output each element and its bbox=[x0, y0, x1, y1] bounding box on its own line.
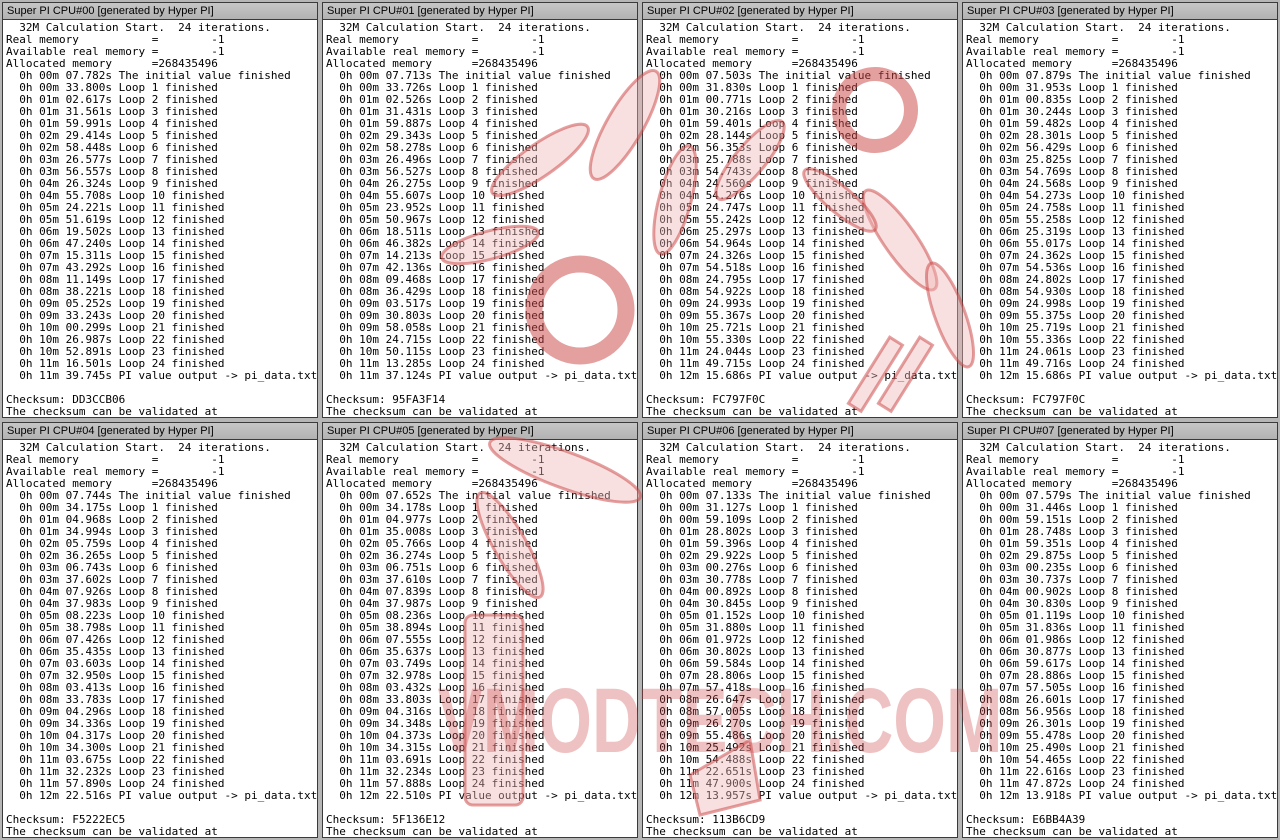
window-title-bar[interactable] bbox=[643, 3, 957, 20]
console-line: 0h 01m 31.431s Loop 3 finished bbox=[326, 105, 538, 118]
console-line: 0h 12m 15.686s PI value output -> pi_data.txt bbox=[646, 369, 957, 382]
console-line: 0h 09m 55.367s Loop 20 finished bbox=[646, 309, 865, 322]
console-line: 0h 11m 57.890s Loop 24 finished bbox=[6, 777, 225, 790]
console-line: 32M Calculation Start. 24 iterations. bbox=[646, 441, 911, 454]
console-line: 32M Calculation Start. 24 iterations. bbox=[966, 21, 1231, 34]
window-title: Super PI CPU#03 [generated by Hyper PI] bbox=[967, 5, 1174, 17]
console-line: 0h 02m 29.414s Loop 5 finished bbox=[6, 129, 218, 142]
console-line: 0h 08m 09.468s Loop 17 finished bbox=[326, 273, 545, 286]
console-line: 0h 06m 35.637s Loop 13 finished bbox=[326, 645, 545, 658]
console-line: 32M Calculation Start. 24 iterations. bbox=[966, 441, 1231, 454]
console-line: 0h 02m 28.301s Loop 5 finished bbox=[966, 129, 1178, 142]
console-line: 0h 10m 25.490s Loop 21 finished bbox=[966, 741, 1185, 754]
console-line: 0h 07m 03.603s Loop 14 finished bbox=[6, 657, 225, 670]
console-line: The checksum can be validated at bbox=[966, 825, 1178, 837]
console-line: 0h 03m 54.769s Loop 8 finished bbox=[966, 165, 1178, 178]
console-output bbox=[3, 20, 317, 417]
console-line: 0h 02m 58.278s Loop 6 finished bbox=[326, 141, 538, 154]
console-line: 0h 00m 59.151s Loop 2 finished bbox=[966, 513, 1178, 526]
console-line: 0h 09m 58.058s Loop 21 finished bbox=[326, 321, 545, 334]
console-line: 0h 01m 02.617s Loop 2 finished bbox=[6, 93, 218, 106]
console-line: 0h 06m 46.382s Loop 14 finished bbox=[326, 237, 545, 250]
console-line: Allocated memory =268435496 bbox=[326, 57, 538, 70]
console-line: 0h 01m 02.526s Loop 2 finished bbox=[326, 93, 538, 106]
console-line: 0h 09m 26.301s Loop 19 finished bbox=[966, 717, 1185, 730]
console-line: 0h 00m 31.830s Loop 1 finished bbox=[646, 81, 858, 94]
superpi-window bbox=[320, 0, 640, 420]
console-line: 0h 12m 13.918s PI value output -> pi_data.txt bbox=[966, 789, 1277, 802]
console-line: Available real memory = -1 bbox=[646, 465, 865, 478]
console-line: 0h 00m 07.503s The initial value finished bbox=[646, 69, 931, 82]
console-line: 0h 04m 26.324s Loop 9 finished bbox=[6, 177, 218, 190]
console-line: 0h 07m 54.536s Loop 16 finished bbox=[966, 261, 1185, 274]
console-line: 0h 01m 04.968s Loop 2 finished bbox=[6, 513, 218, 526]
console-line: 0h 03m 00.235s Loop 6 finished bbox=[966, 561, 1178, 574]
console-line: 0h 08m 33.803s Loop 17 finished bbox=[326, 693, 545, 706]
console-line: 0h 04m 07.839s Loop 8 finished bbox=[326, 585, 538, 598]
console-line: Allocated memory =268435496 bbox=[966, 477, 1178, 490]
console-line: 0h 02m 29.875s Loop 5 finished bbox=[966, 549, 1178, 562]
console-line: 0h 02m 36.265s Loop 5 finished bbox=[6, 549, 218, 562]
console-line: 0h 11m 49.716s Loop 24 finished bbox=[966, 357, 1185, 370]
console-line: 0h 05m 50.967s Loop 12 finished bbox=[326, 213, 545, 226]
console-line: Real memory = -1 bbox=[646, 453, 865, 466]
console-line: Checksum: DD3CCB06 bbox=[6, 393, 126, 406]
console-line: 0h 05m 23.952s Loop 11 finished bbox=[326, 201, 545, 214]
console-line: 0h 09m 05.252s Loop 19 finished bbox=[6, 297, 225, 310]
console-line: 32M Calculation Start. 24 iterations. bbox=[326, 441, 591, 454]
console-line: 0h 05m 24.758s Loop 11 finished bbox=[966, 201, 1185, 214]
console-line: Allocated memory =268435496 bbox=[6, 57, 218, 70]
console-line: 0h 09m 55.375s Loop 20 finished bbox=[966, 309, 1185, 322]
window-title-bar[interactable] bbox=[3, 3, 317, 20]
superpi-window bbox=[960, 0, 1280, 420]
console-line: 0h 02m 29.922s Loop 5 finished bbox=[646, 549, 858, 562]
console-line: 0h 01m 30.244s Loop 3 finished bbox=[966, 105, 1178, 118]
console-line: 0h 05m 51.619s Loop 12 finished bbox=[6, 213, 225, 226]
window-title: Super PI CPU#05 [generated by Hyper PI] bbox=[327, 425, 534, 437]
console-line: 0h 02m 56.429s Loop 6 finished bbox=[966, 141, 1178, 154]
window-title: Super PI CPU#01 [generated by Hyper PI] bbox=[327, 5, 534, 17]
console-line: 0h 06m 07.555s Loop 12 finished bbox=[326, 633, 545, 646]
console-line: 0h 00m 07.652s The initial value finished bbox=[326, 489, 611, 502]
console-line: 0h 00m 31.953s Loop 1 finished bbox=[966, 81, 1178, 94]
console-line: 0h 08m 54.922s Loop 18 finished bbox=[646, 285, 865, 298]
window-title: Super PI CPU#07 [generated by Hyper PI] bbox=[967, 425, 1174, 437]
console-line: 0h 01m 35.008s Loop 3 finished bbox=[326, 525, 538, 538]
console-line: 0h 02m 28.144s Loop 5 finished bbox=[646, 129, 858, 142]
console-line: 0h 04m 30.830s Loop 9 finished bbox=[966, 597, 1178, 610]
console-line: 0h 00m 07.782s The initial value finished bbox=[6, 69, 291, 82]
console-line: 0h 09m 34.336s Loop 19 finished bbox=[6, 717, 225, 730]
console-line: 0h 07m 43.292s Loop 16 finished bbox=[6, 261, 225, 274]
console-line: 0h 08m 56.956s Loop 18 finished bbox=[966, 705, 1185, 718]
console-line: 0h 06m 35.435s Loop 13 finished bbox=[6, 645, 225, 658]
console-line: 0h 09m 33.243s Loop 20 finished bbox=[6, 309, 225, 322]
console-line: 0h 09m 55.486s Loop 20 finished bbox=[646, 729, 865, 742]
window-title-bar[interactable] bbox=[323, 423, 637, 440]
console-line: The checksum can be validated at bbox=[6, 405, 218, 417]
console-line: 0h 06m 54.964s Loop 14 finished bbox=[646, 237, 865, 250]
console-line: 0h 01m 28.748s Loop 3 finished bbox=[966, 525, 1178, 538]
console-line: 0h 11m 47.872s Loop 24 finished bbox=[966, 777, 1185, 790]
console-line: Checksum: 5F136E12 bbox=[326, 813, 446, 826]
console-line: The checksum can be validated at bbox=[646, 825, 858, 837]
console-line: 0h 03m 37.610s Loop 7 finished bbox=[326, 573, 538, 586]
console-line: Allocated memory =268435496 bbox=[646, 57, 858, 70]
console-line: 0h 05m 31.836s Loop 11 finished bbox=[966, 621, 1185, 634]
console-line: 0h 06m 59.584s Loop 14 finished bbox=[646, 657, 865, 670]
superpi-window bbox=[0, 0, 320, 420]
window-title-bar[interactable] bbox=[963, 423, 1277, 440]
console-line: 0h 09m 30.803s Loop 20 finished bbox=[326, 309, 545, 322]
superpi-window bbox=[960, 420, 1280, 840]
window-title: Super PI CPU#06 [generated by Hyper PI] bbox=[647, 425, 854, 437]
console-line: 0h 05m 08.236s Loop 10 finished bbox=[326, 609, 545, 622]
console-line: 0h 10m 24.715s Loop 22 finished bbox=[326, 333, 545, 346]
console-line: 0h 01m 04.977s Loop 2 finished bbox=[326, 513, 538, 526]
console-line: 0h 04m 00.892s Loop 8 finished bbox=[646, 585, 858, 598]
console-line: 0h 10m 25.721s Loop 21 finished bbox=[646, 321, 865, 334]
console-line: 0h 08m 36.429s Loop 18 finished bbox=[326, 285, 545, 298]
console-line: 0h 03m 30.737s Loop 7 finished bbox=[966, 573, 1178, 586]
console-line: 0h 11m 49.715s Loop 24 finished bbox=[646, 357, 865, 370]
console-line: Available real memory = -1 bbox=[326, 465, 545, 478]
console-line: 0h 11m 16.501s Loop 24 finished bbox=[6, 357, 225, 370]
console-line: 0h 05m 24.221s Loop 11 finished bbox=[6, 201, 225, 214]
console-line: Real memory = -1 bbox=[6, 33, 225, 46]
console-line: Allocated memory =268435496 bbox=[6, 477, 218, 490]
console-line: 0h 07m 57.418s Loop 16 finished bbox=[646, 681, 865, 694]
window-frame bbox=[642, 2, 958, 418]
console-line: 0h 03m 00.276s Loop 6 finished bbox=[646, 561, 858, 574]
window-frame bbox=[2, 2, 318, 418]
window-frame bbox=[322, 422, 638, 838]
console-line: 0h 06m 01.972s Loop 12 finished bbox=[646, 633, 865, 646]
console-line: 0h 12m 22.510s PI value output -> pi_data.txt bbox=[326, 789, 637, 802]
console-line: Real memory = -1 bbox=[326, 33, 545, 46]
console-line: Available real memory = -1 bbox=[646, 45, 865, 58]
console-line: 0h 04m 30.845s Loop 9 finished bbox=[646, 597, 858, 610]
console-line: 0h 01m 31.561s Loop 3 finished bbox=[6, 105, 218, 118]
console-line: 0h 01m 59.991s Loop 4 finished bbox=[6, 117, 218, 130]
console-line: 32M Calculation Start. 24 iterations. bbox=[6, 21, 271, 34]
console-line: 0h 07m 24.326s Loop 15 finished bbox=[646, 249, 865, 262]
console-line: 0h 02m 58.448s Loop 6 finished bbox=[6, 141, 218, 154]
window-title: Super PI CPU#02 [generated by Hyper PI] bbox=[647, 5, 854, 17]
console-line: 0h 04m 07.926s Loop 8 finished bbox=[6, 585, 218, 598]
console-line: 0h 04m 55.708s Loop 10 finished bbox=[6, 189, 225, 202]
window-frame bbox=[2, 422, 318, 838]
console-line: 0h 09m 04.316s Loop 18 finished bbox=[326, 705, 545, 718]
console-line: 0h 02m 29.343s Loop 5 finished bbox=[326, 129, 538, 142]
console-line: Real memory = -1 bbox=[326, 453, 545, 466]
console-line: 0h 07m 57.505s Loop 16 finished bbox=[966, 681, 1185, 694]
console-line: The checksum can be validated at bbox=[326, 405, 538, 417]
window-title-bar[interactable] bbox=[3, 423, 317, 440]
console-line: 0h 09m 24.993s Loop 19 finished bbox=[646, 297, 865, 310]
console-output bbox=[963, 20, 1277, 417]
console-line: 0h 00m 31.127s Loop 1 finished bbox=[646, 501, 858, 514]
console-line: 0h 07m 14.213s Loop 15 finished bbox=[326, 249, 545, 262]
console-line: 0h 02m 05.766s Loop 4 finished bbox=[326, 537, 538, 550]
console-line: 0h 08m 38.221s Loop 18 finished bbox=[6, 285, 225, 298]
console-line: 0h 10m 00.299s Loop 21 finished bbox=[6, 321, 225, 334]
console-line: 0h 07m 32.950s Loop 15 finished bbox=[6, 669, 225, 682]
console-line: 0h 06m 07.426s Loop 12 finished bbox=[6, 633, 225, 646]
console-line: 0h 07m 24.362s Loop 15 finished bbox=[966, 249, 1185, 262]
console-line: 0h 06m 25.319s Loop 13 finished bbox=[966, 225, 1185, 238]
console-line: 0h 03m 30.778s Loop 7 finished bbox=[646, 573, 858, 586]
console-line: 0h 07m 54.518s Loop 16 finished bbox=[646, 261, 865, 274]
console-line: 0h 07m 03.749s Loop 14 finished bbox=[326, 657, 545, 670]
console-line: 0h 04m 55.607s Loop 10 finished bbox=[326, 189, 545, 202]
console-line: 0h 07m 28.806s Loop 15 finished bbox=[646, 669, 865, 682]
console-line: 0h 06m 19.502s Loop 13 finished bbox=[6, 225, 225, 238]
console-line: 0h 11m 24.061s Loop 23 finished bbox=[966, 345, 1185, 358]
console-line: 0h 09m 04.296s Loop 18 finished bbox=[6, 705, 225, 718]
console-line: Checksum: FC797F0C bbox=[646, 393, 766, 406]
console-line: 0h 08m 24.802s Loop 17 finished bbox=[966, 273, 1185, 286]
console-line: Checksum: 95FA3F14 bbox=[326, 393, 446, 406]
console-line: 0h 01m 59.887s Loop 4 finished bbox=[326, 117, 538, 130]
console-line: 0h 05m 01.119s Loop 10 finished bbox=[966, 609, 1185, 622]
console-line: 0h 10m 26.987s Loop 22 finished bbox=[6, 333, 225, 346]
console-line: 0h 01m 59.401s Loop 4 finished bbox=[646, 117, 858, 130]
console-line: 0h 03m 06.743s Loop 6 finished bbox=[6, 561, 218, 574]
console-line: Available real memory = -1 bbox=[6, 45, 225, 58]
console-line: Checksum: 113B6CD9 bbox=[646, 813, 766, 826]
console-line: 0h 08m 24.795s Loop 17 finished bbox=[646, 273, 865, 286]
console-line: 0h 00m 31.446s Loop 1 finished bbox=[966, 501, 1178, 514]
console-line: 0h 02m 56.353s Loop 6 finished bbox=[646, 141, 858, 154]
window-frame bbox=[962, 422, 1278, 838]
console-line: 32M Calculation Start. 24 iterations. bbox=[326, 21, 591, 34]
console-line: 0h 10m 04.317s Loop 20 finished bbox=[6, 729, 225, 742]
console-line: 0h 05m 24.747s Loop 11 finished bbox=[646, 201, 865, 214]
console-line: 0h 05m 01.152s Loop 10 finished bbox=[646, 609, 865, 622]
superpi-window bbox=[640, 0, 960, 420]
console-line: 0h 06m 59.617s Loop 14 finished bbox=[966, 657, 1185, 670]
console-line: 0h 12m 22.516s PI value output -> pi_data.txt bbox=[6, 789, 317, 802]
window-frame bbox=[322, 2, 638, 418]
console-line: 0h 11m 03.691s Loop 22 finished bbox=[326, 753, 545, 766]
console-line: 0h 12m 13.957s PI value output -> pi_data.txt bbox=[646, 789, 957, 802]
console-line: 0h 04m 26.275s Loop 9 finished bbox=[326, 177, 538, 190]
console-line: 0h 09m 34.348s Loop 19 finished bbox=[326, 717, 545, 730]
console-line: Checksum: E6BB4A39 bbox=[966, 813, 1086, 826]
console-line: 0h 03m 56.557s Loop 8 finished bbox=[6, 165, 218, 178]
console-line: 0h 01m 59.482s Loop 4 finished bbox=[966, 117, 1178, 130]
console-line: 0h 05m 38.894s Loop 11 finished bbox=[326, 621, 545, 634]
console-output bbox=[323, 20, 637, 417]
console-line: 0h 11m 47.900s Loop 24 finished bbox=[646, 777, 865, 790]
console-line: 0h 05m 31.880s Loop 11 finished bbox=[646, 621, 865, 634]
console-line: 0h 06m 18.511s Loop 13 finished bbox=[326, 225, 545, 238]
console-line: Allocated memory =268435496 bbox=[966, 57, 1178, 70]
console-line: 0h 03m 26.577s Loop 7 finished bbox=[6, 153, 218, 166]
console-line: 0h 03m 26.496s Loop 7 finished bbox=[326, 153, 538, 166]
console-line: 0h 08m 26.647s Loop 17 finished bbox=[646, 693, 865, 706]
window-frame bbox=[642, 422, 958, 838]
window-title-bar[interactable] bbox=[643, 423, 957, 440]
watermark-text: VMODTECH.COM bbox=[437, 670, 1003, 772]
console-line: 0h 10m 55.336s Loop 22 finished bbox=[966, 333, 1185, 346]
console-line: 0h 09m 03.517s Loop 19 finished bbox=[326, 297, 545, 310]
console-line: 0h 07m 15.311s Loop 15 finished bbox=[6, 249, 225, 262]
console-output bbox=[643, 20, 957, 417]
console-line: 0h 08m 03.413s Loop 16 finished bbox=[6, 681, 225, 694]
console-line: Checksum: FC797F0C bbox=[966, 393, 1086, 406]
console-line: Available real memory = -1 bbox=[966, 465, 1185, 478]
console-line: 0h 06m 01.986s Loop 12 finished bbox=[966, 633, 1185, 646]
console-line: 0h 01m 00.835s Loop 2 finished bbox=[966, 93, 1178, 106]
superpi-window bbox=[0, 420, 320, 840]
console-line: 0h 08m 33.783s Loop 17 finished bbox=[6, 693, 225, 706]
console-line: 0h 00m 33.726s Loop 1 finished bbox=[326, 81, 538, 94]
console-line: 0h 10m 34.300s Loop 21 finished bbox=[6, 741, 225, 754]
console-line: 0h 06m 30.877s Loop 13 finished bbox=[966, 645, 1185, 658]
console-line: 0h 11m 32.232s Loop 23 finished bbox=[6, 765, 225, 778]
console-output bbox=[963, 440, 1277, 837]
console-line: 0h 02m 36.274s Loop 5 finished bbox=[326, 549, 538, 562]
console-line: Checksum: F5222EC5 bbox=[6, 813, 126, 826]
console-line: 0h 10m 52.891s Loop 23 finished bbox=[6, 345, 225, 358]
superpi-window bbox=[320, 420, 640, 840]
console-line: 0h 03m 37.602s Loop 7 finished bbox=[6, 573, 218, 586]
console-line: 0h 12m 15.686s PI value output -> pi_data.txt bbox=[966, 369, 1277, 382]
console-output bbox=[3, 440, 317, 837]
console-line: 32M Calculation Start. 24 iterations. bbox=[646, 21, 911, 34]
console-line: The checksum can be validated at bbox=[326, 825, 538, 837]
console-line: 32M Calculation Start. 24 iterations. bbox=[6, 441, 271, 454]
console-line: 0h 03m 25.788s Loop 7 finished bbox=[646, 153, 858, 166]
console-line: Allocated memory =268435496 bbox=[646, 477, 858, 490]
console-line: Available real memory = -1 bbox=[6, 465, 225, 478]
console-line: 0h 01m 59.396s Loop 4 finished bbox=[646, 537, 858, 550]
console-line: 0h 04m 54.276s Loop 10 finished bbox=[646, 189, 865, 202]
window-title-bar[interactable] bbox=[323, 3, 637, 20]
console-line: 0h 00m 07.579s The initial value finished bbox=[966, 489, 1251, 502]
console-line: 0h 00m 07.744s The initial value finished bbox=[6, 489, 291, 502]
console-line: 0h 09m 26.270s Loop 19 finished bbox=[646, 717, 865, 730]
console-line: 0h 10m 04.373s Loop 20 finished bbox=[326, 729, 545, 742]
console-line: 0h 04m 37.983s Loop 9 finished bbox=[6, 597, 218, 610]
superpi-window bbox=[640, 420, 960, 840]
console-line: 0h 00m 34.175s Loop 1 finished bbox=[6, 501, 218, 514]
console-line: Available real memory = -1 bbox=[326, 45, 545, 58]
console-line: 0h 01m 00.771s Loop 2 finished bbox=[646, 93, 858, 106]
console-line: 0h 00m 59.109s Loop 2 finished bbox=[646, 513, 858, 526]
console-line: Allocated memory =268435496 bbox=[326, 477, 538, 490]
console-line: 0h 08m 03.432s Loop 16 finished bbox=[326, 681, 545, 694]
console-line: 0h 01m 30.216s Loop 3 finished bbox=[646, 105, 858, 118]
console-line: The checksum can be validated at bbox=[6, 825, 218, 837]
console-line: 0h 00m 34.178s Loop 1 finished bbox=[326, 501, 538, 514]
console-line: 0h 07m 28.886s Loop 15 finished bbox=[966, 669, 1185, 682]
console-line: 0h 06m 30.802s Loop 13 finished bbox=[646, 645, 865, 658]
console-line: 0h 09m 55.478s Loop 20 finished bbox=[966, 729, 1185, 742]
console-line: 0h 11m 32.234s Loop 23 finished bbox=[326, 765, 545, 778]
console-line: 0h 05m 55.258s Loop 12 finished bbox=[966, 213, 1185, 226]
console-line: 0h 05m 55.242s Loop 12 finished bbox=[646, 213, 865, 226]
console-line: 0h 07m 32.978s Loop 15 finished bbox=[326, 669, 545, 682]
console-line: 0h 11m 22.651s Loop 23 finished bbox=[646, 765, 865, 778]
console-line: 0h 03m 25.825s Loop 7 finished bbox=[966, 153, 1178, 166]
console-line: 0h 10m 55.330s Loop 22 finished bbox=[646, 333, 865, 346]
console-line: 0h 08m 57.005s Loop 18 finished bbox=[646, 705, 865, 718]
console-line: 0h 10m 50.115s Loop 23 finished bbox=[326, 345, 545, 358]
console-line: 0h 08m 11.149s Loop 17 finished bbox=[6, 273, 225, 286]
console-line: 0h 11m 22.616s Loop 23 finished bbox=[966, 765, 1185, 778]
console-line: 0h 04m 00.902s Loop 8 finished bbox=[966, 585, 1178, 598]
console-line: 0h 10m 25.492s Loop 21 finished bbox=[646, 741, 865, 754]
window-title: Super PI CPU#00 [generated by Hyper PI] bbox=[7, 5, 214, 17]
console-line: 0h 01m 28.802s Loop 3 finished bbox=[646, 525, 858, 538]
console-line: 0h 03m 54.743s Loop 8 finished bbox=[646, 165, 858, 178]
console-line: 0h 10m 25.719s Loop 21 finished bbox=[966, 321, 1185, 334]
console-line: Real memory = -1 bbox=[6, 453, 225, 466]
window-frame bbox=[962, 2, 1278, 418]
console-line: 0h 02m 05.759s Loop 4 finished bbox=[6, 537, 218, 550]
console-line: 0h 11m 57.888s Loop 24 finished bbox=[326, 777, 545, 790]
console-line: 0h 06m 47.240s Loop 14 finished bbox=[6, 237, 225, 250]
console-line: 0h 09m 24.998s Loop 19 finished bbox=[966, 297, 1185, 310]
console-line: 0h 01m 59.351s Loop 4 finished bbox=[966, 537, 1178, 550]
console-line: 0h 04m 37.987s Loop 9 finished bbox=[326, 597, 538, 610]
console-line: 0h 08m 26.601s Loop 17 finished bbox=[966, 693, 1185, 706]
window-title-bar[interactable] bbox=[963, 3, 1277, 20]
console-line: The checksum can be validated at bbox=[646, 405, 858, 417]
console-line: 0h 00m 07.713s The initial value finished bbox=[326, 69, 611, 82]
console-line: Real memory = -1 bbox=[646, 33, 865, 46]
console-line: 0h 01m 34.994s Loop 3 finished bbox=[6, 525, 218, 538]
console-line: 0h 10m 34.315s Loop 21 finished bbox=[326, 741, 545, 754]
console-line: Available real memory = -1 bbox=[966, 45, 1185, 58]
console-output bbox=[643, 440, 957, 837]
window-title: Super PI CPU#04 [generated by Hyper PI] bbox=[7, 425, 214, 437]
console-line: 0h 06m 55.017s Loop 14 finished bbox=[966, 237, 1185, 250]
console-line: 0h 11m 39.745s PI value output -> pi_data.txt bbox=[6, 369, 317, 382]
console-line: 0h 10m 54.488s Loop 22 finished bbox=[646, 753, 865, 766]
console-line: 0h 04m 24.568s Loop 9 finished bbox=[966, 177, 1178, 190]
console-line: 0h 00m 33.800s Loop 1 finished bbox=[6, 81, 218, 94]
console-line: Real memory = -1 bbox=[966, 33, 1185, 46]
console-line: 0h 07m 42.136s Loop 16 finished bbox=[326, 261, 545, 274]
console-line: The checksum can be validated at bbox=[966, 405, 1178, 417]
console-line: 0h 11m 37.124s PI value output -> pi_data.txt bbox=[326, 369, 637, 382]
console-line: 0h 08m 54.930s Loop 18 finished bbox=[966, 285, 1185, 298]
console-line: 0h 05m 08.223s Loop 10 finished bbox=[6, 609, 225, 622]
console-line: 0h 05m 38.798s Loop 11 finished bbox=[6, 621, 225, 634]
console-line: 0h 04m 54.273s Loop 10 finished bbox=[966, 189, 1185, 202]
console-line: Real memory = -1 bbox=[966, 453, 1185, 466]
console-line: 0h 11m 13.285s Loop 24 finished bbox=[326, 357, 545, 370]
console-line: 0h 06m 25.297s Loop 13 finished bbox=[646, 225, 865, 238]
console-line: 0h 03m 06.751s Loop 6 finished bbox=[326, 561, 538, 574]
console-line: 0h 00m 07.879s The initial value finished bbox=[966, 69, 1251, 82]
console-line: 0h 11m 24.044s Loop 23 finished bbox=[646, 345, 865, 358]
console-line: 0h 10m 54.465s Loop 22 finished bbox=[966, 753, 1185, 766]
console-line: 0h 11m 03.675s Loop 22 finished bbox=[6, 753, 225, 766]
console-output bbox=[323, 440, 637, 837]
console-line: 0h 00m 07.133s The initial value finished bbox=[646, 489, 931, 502]
console-line: 0h 04m 24.560s Loop 9 finished bbox=[646, 177, 858, 190]
console-line: 0h 03m 56.527s Loop 8 finished bbox=[326, 165, 538, 178]
